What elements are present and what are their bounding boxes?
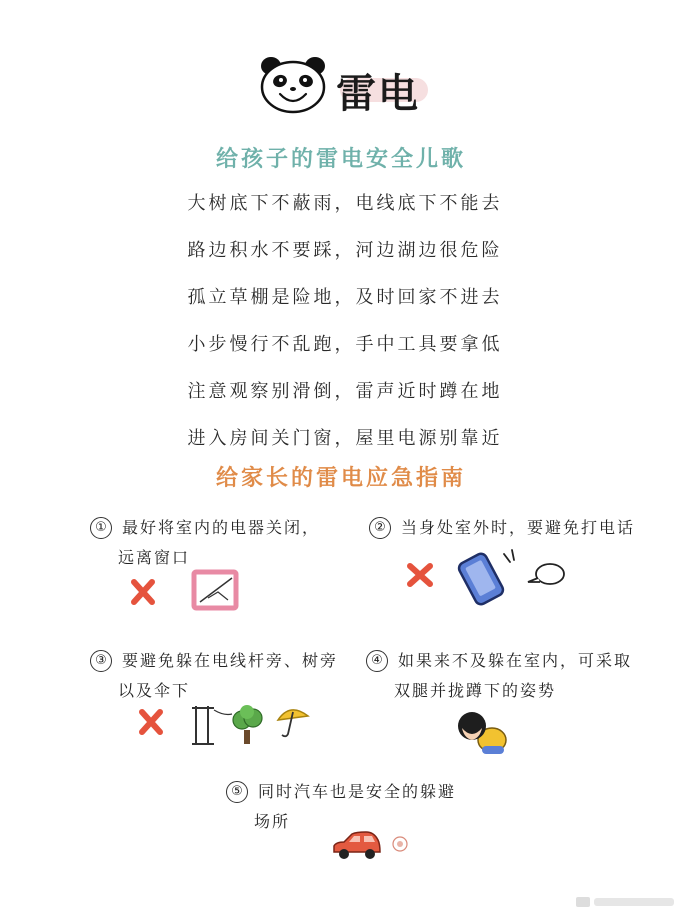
tip-number: ② bbox=[369, 517, 391, 539]
umbrella-icon bbox=[278, 710, 308, 736]
header bbox=[0, 0, 690, 130]
tip-line: 以及伞下 bbox=[118, 681, 191, 700]
tip-line: 远离窗口 bbox=[118, 548, 191, 567]
poem-line: 进入房间关门窗，屋里电源别靠近 bbox=[187, 428, 503, 449]
phone-icon bbox=[457, 550, 514, 606]
parents-section-heading: 给家长的雷电应急指南 bbox=[216, 466, 467, 491]
tip-line: 同时汽车也是安全的躲避 bbox=[258, 782, 457, 801]
tip-1-illustration bbox=[128, 568, 248, 618]
car-icon bbox=[334, 832, 380, 859]
power-pole-icon bbox=[192, 706, 232, 744]
tip-4 bbox=[366, 646, 632, 706]
poem-line: 孤立草棚是险地，及时回家不进去 bbox=[187, 287, 503, 308]
cross-icon bbox=[142, 712, 160, 732]
tip-1 bbox=[90, 513, 320, 573]
panda-icon bbox=[256, 54, 330, 114]
tip-line: 场所 bbox=[254, 812, 291, 831]
kids-section-heading: 给孩子的雷电安全儿歌 bbox=[216, 147, 467, 172]
poem-line: 大树底下不蔽雨，电线底下不能去 bbox=[187, 193, 503, 214]
tip-line: 要避免躲在电线杆旁、树旁 bbox=[122, 651, 339, 670]
tip-number: ⑤ bbox=[226, 781, 248, 803]
tip-3-illustration bbox=[134, 700, 314, 750]
poem-line: 小步慢行不乱跑，手中工具要拿低 bbox=[187, 334, 503, 355]
tip-number: ① bbox=[90, 517, 112, 539]
window-icon bbox=[194, 572, 236, 608]
cross-icon bbox=[410, 566, 430, 584]
watermark bbox=[576, 893, 676, 911]
tip-line: 最好将室内的电器关闭， bbox=[122, 518, 321, 537]
tip-number: ④ bbox=[366, 650, 388, 672]
poem bbox=[150, 192, 540, 474]
poem-line: 注意观察别滑倒，雷声近时蹲在地 bbox=[187, 381, 503, 402]
tip-2-illustration bbox=[404, 548, 570, 604]
tip-line: 如果来不及躲在室内，可采取 bbox=[398, 651, 633, 670]
tip-number: ③ bbox=[90, 650, 112, 672]
crouching-child-icon bbox=[452, 706, 510, 756]
poem-line: 路边积水不要踩，河边湖边很危险 bbox=[187, 240, 503, 261]
tip-2 bbox=[369, 513, 635, 543]
tip-3 bbox=[90, 646, 338, 706]
cross-icon bbox=[134, 582, 152, 602]
tip-5 bbox=[226, 777, 456, 837]
tip-line: 当身处室外时，要避免打电话 bbox=[401, 518, 636, 537]
speech-bubble-icon bbox=[528, 564, 564, 584]
page-title: 雷电 bbox=[336, 71, 420, 117]
tip-5-illustration bbox=[330, 830, 414, 864]
tree-icon bbox=[233, 705, 262, 744]
stamp-icon bbox=[393, 837, 407, 851]
tip-line: 双腿并拢蹲下的姿势 bbox=[394, 681, 557, 700]
watermark-icon bbox=[576, 893, 676, 911]
